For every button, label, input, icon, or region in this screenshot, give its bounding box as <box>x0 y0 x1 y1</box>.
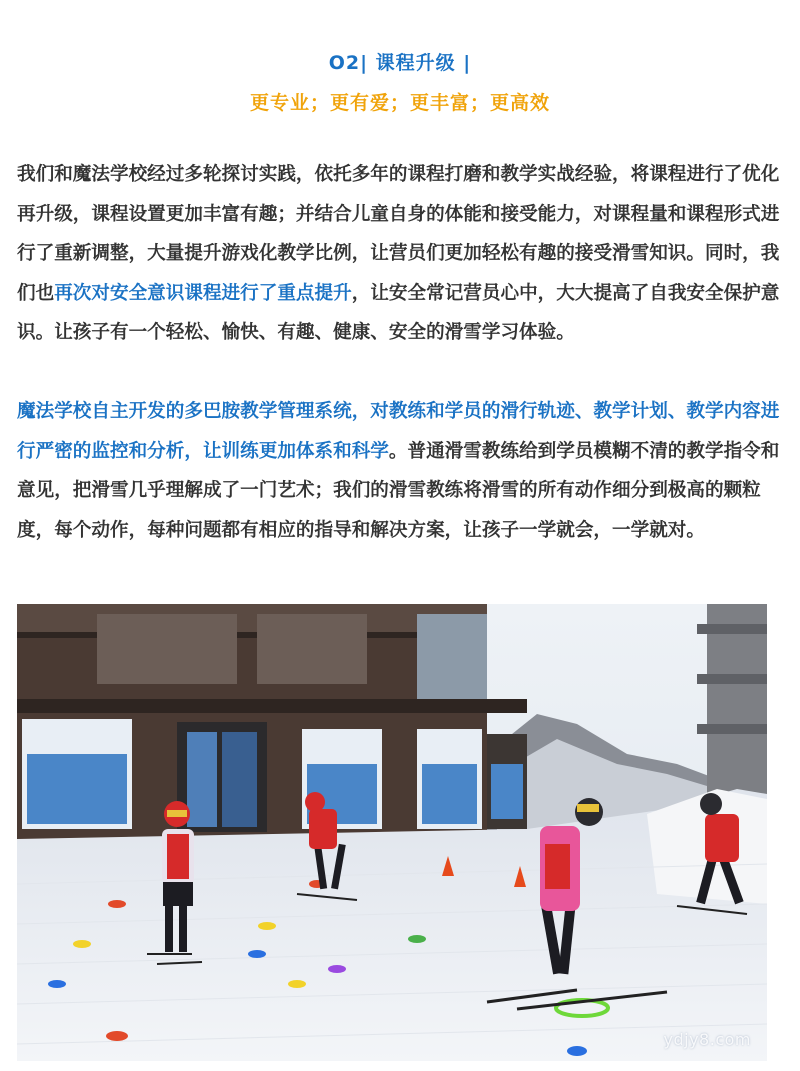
paragraph-text: ，让安全常记营员心中，大大提高了自我安全保护意识。让孩子有一个轻松、愉快、有趣、健康、安全的滑雪学习体验。 <box>17 282 780 343</box>
paragraph-text: 我们和魔法学校经过多轮探讨实践，依托多年的课程打磨和教学实战经验，将课程进行了优化再升级，课程设置更加丰富有趣；并结合儿童自身的体能和接受能力，对课程量和课程形式进行了重新调整，大量提升游戏化教学比例，让营员们更加轻松有趣的接受滑雪知识。同时，我们也 <box>17 164 780 304</box>
paragraph-highlight: 魔法学校自主开发的多巴胺教学管理系统，对教练和学员的滑行轨迹、教学计划、教学内容进行严密的监控和分析，让训练更加体系和科学 <box>17 401 780 462</box>
system-paragraph <box>17 392 785 550</box>
paragraph-highlight: 再次对安全意识课程进行了重点提升 <box>54 282 352 304</box>
ski-training-photo <box>17 604 767 1061</box>
section-title: O2| 课程升级 | <box>328 52 472 74</box>
intro-paragraph <box>17 155 785 353</box>
watermark-text: ydjy8.com <box>663 1030 751 1049</box>
section-subtitle: 更专业；更有爱；更丰富；更高效 <box>249 92 550 114</box>
paragraph-text: 。普通滑雪教练给到学员模糊不清的教学指令和意见，把滑雪几乎理解成了一门艺术；我们的滑雪教练将滑雪的所有动作细分到极高的颗粒度，每个动作，每种问题都有相应的指导和解决方案，让孩子一学就会，一学就对。 <box>17 440 780 541</box>
